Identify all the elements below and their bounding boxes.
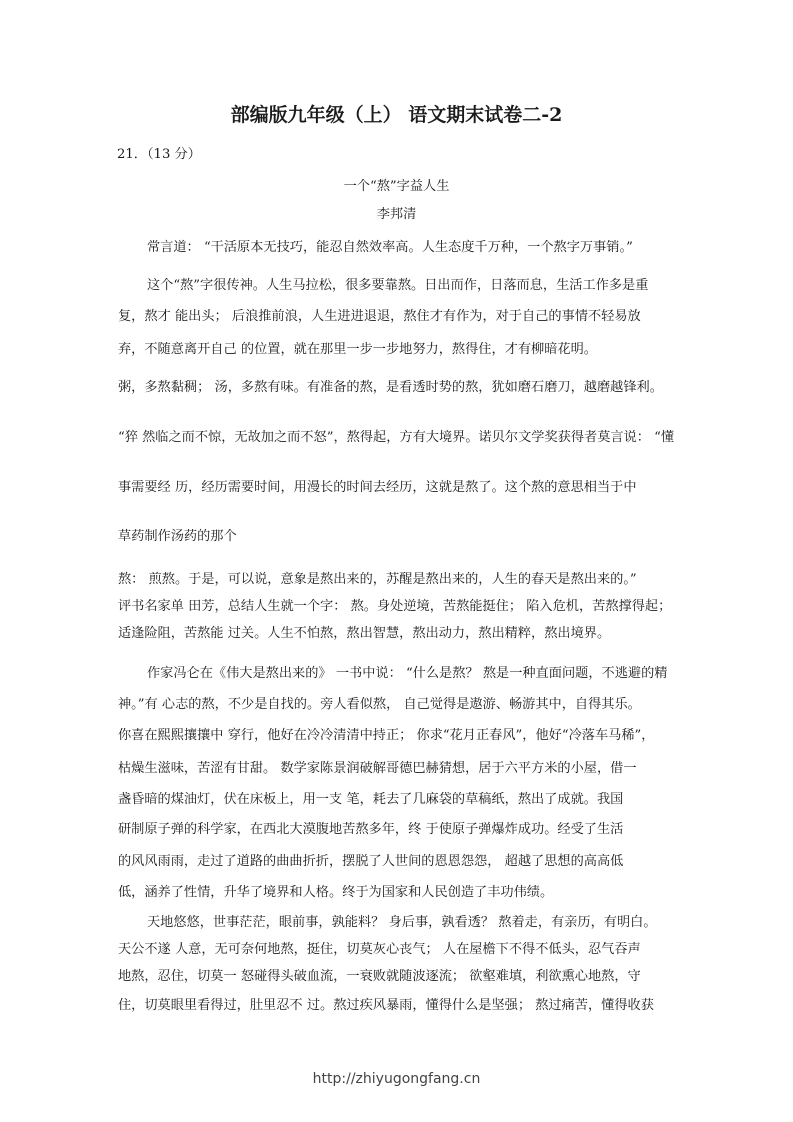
paragraph-line: 常言道： “干活原本无技巧，能忍自然效率高。人生态度千万种，一个熬字万事销。” xyxy=(147,240,633,255)
paragraph-line: 草药制作汤药的那个 xyxy=(118,529,237,544)
paragraph-line: 适逢险阻，苦熬能 过关。人生不怕熬，熬出智慧，熬出动力，熬出精粹，熬出境界。 xyxy=(118,626,611,641)
paragraph-line: 天公不遂 人意，无可奈何地熬，挺住，切莫灰心丧气； 人在屋檐下不得不低头，忍气吞声 xyxy=(118,942,641,957)
paragraph-line: 的风风雨雨，走过了道路的曲曲折折，摆脱了人世间的恩恩怨怨， 超越了思想的高高低 xyxy=(118,854,624,869)
paragraph-line: 评书名家单 田芳，总结人生就一个字： 熬。身处逆境，苦熬能挺住； 陷入危机，苦熬撑得起； xyxy=(118,599,672,614)
page-title: 部编版九年级（上） 语文期末试卷二-2 xyxy=(230,104,563,126)
paragraph-line: 天地悠悠，世事茫茫，眼前事，孰能料？ 身后事，孰看透？ 熬着走，有亲历，有明白。 xyxy=(147,915,657,930)
question-number: 21．（13 分） xyxy=(117,147,201,162)
paragraph-line: 你喜在熙熙攘攘中 穿行，他好在冷冷清清中持正； 你求“花月正春风”，他好“冷落车马稀”， xyxy=(118,728,655,743)
paragraph-line: 低，涵养了性情，升华了境界和人格。终于为国家和人民创造了丰功伟绩。 xyxy=(118,885,554,900)
paragraph-line: 这个“熬”字很传神。人生马拉松，很多要靠熬。日出而作，日落而息，生活工作多是重 xyxy=(147,278,649,293)
article-title: 一个“熬”字益人生 xyxy=(343,179,450,194)
paragraph-line: 研制原子弹的科学家，在西北大漠腹地苦熬多年，终 于使原子弹爆炸成功。经受了生活 xyxy=(118,822,624,837)
paragraph-line: 神。”有 心志的熬，不少是自找的。旁人看似熬， 自己觉得是遨游、畅游其中，自得其乐。 xyxy=(118,697,641,712)
paragraph-line: 作家冯仑在《伟大是熬出来的》 一书中说： “什么是熬？ 熬是一种直面问题，不逃避的精 xyxy=(147,666,668,681)
paragraph-line: 盏昏暗的煤油灯，伏在床板上，用一支 笔，耗去了几麻袋的草稿纸，熬出了成就。我国 xyxy=(118,792,624,807)
paragraph-line: 粥，多熬黏稠； 汤，多熬有味。有准备的熬，是看透时势的熬，犹如磨石磨刀，越磨越锋利。 xyxy=(118,380,663,395)
paragraph-line: 事需要经 历，经历需要时间，用漫长的时间去经历，这就是熬了。这个熬的意思相当于中 xyxy=(118,480,637,495)
paragraph-line: 熬： 煎熬。于是，可以说，意象是熬出来的，苏醒是熬出来的，人生的春天是熬出来的。” xyxy=(118,572,637,587)
paragraph-line: 弃，不随意离开自己 的位置，就在那里一步一步地努力，熬得住，才有柳暗花明。 xyxy=(118,342,597,357)
paragraph-line: 枯燥生滋味，苦涩有甘甜。 数学家陈景润破解哥德巴赫猜想，居于六平方米的小屋，借一 xyxy=(118,761,637,776)
paragraph-line: 住，切莫眼里看得过，肚里忍不 过。熬过疾风暴雨，懂得什么是坚强； 熬过痛苦，懂得收获 xyxy=(118,998,654,1013)
paragraph-line: “猝 然临之而不惊，无故加之而不怒”，熬得起，方有大境界。诺贝尔文学奖获得者莫言说： “懂 xyxy=(118,430,675,445)
article-author: 李邦清 xyxy=(376,207,417,222)
paragraph-line: 地熬，忍住，切莫一 怒碰得头破血流，一衰败就随波逐流； 欲壑难填，利欲熏心地熬，守 xyxy=(118,969,641,984)
paragraph-line: 复，熬才 能出头； 后浪推前浪，人生进进退退，熬住才有作为，对于自己的事情不轻易放 xyxy=(118,309,641,324)
footer-url[interactable]: http://zhiyugongfang.cn xyxy=(312,1071,481,1087)
